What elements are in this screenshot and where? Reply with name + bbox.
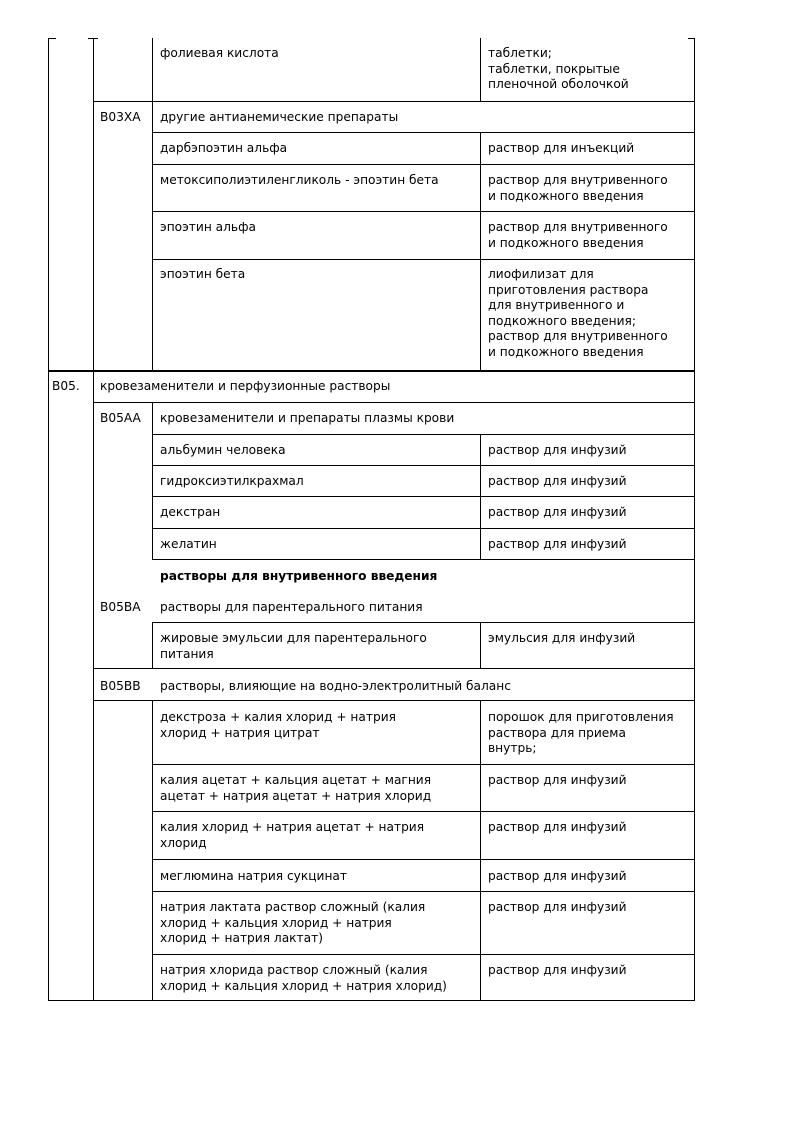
dosage-form: раствор для инфузий: [488, 537, 627, 551]
drug-name: калия ацетат + кальция ацетат + магния ацетат + натрия ацетат + натрия хлорид: [160, 773, 432, 803]
dosage-form: эмульсия для инфузий: [488, 631, 636, 645]
dosage-form: порошок для приготовления раствора для приема внутрь;: [488, 710, 674, 755]
group-name: растворы, влияющие на водно-электролитный баланс: [160, 679, 511, 693]
dosage-form: лиофилизат для приготовления раствора для внутривенного и подкожного введения; раствор для внутривенного и подкожного введения: [488, 267, 668, 359]
dosage-form: раствор для внутривенного и подкожного введения: [488, 220, 668, 250]
atc-code: B05AA: [100, 411, 141, 425]
drug-name: эпоэтин альфа: [160, 220, 256, 234]
dosage-form: таблетки; таблетки, покрытые пленочной оболочкой: [488, 46, 629, 91]
drug-name: метоксиполиэтиленгликоль - эпоэтин бета: [160, 173, 439, 187]
drug-name: дарбэпоэтин альфа: [160, 141, 288, 155]
atc-code: B05.: [52, 379, 80, 393]
group-name: кровезаменители и препараты плазмы крови: [160, 411, 455, 425]
atc-code: B05BB: [100, 679, 141, 693]
drug-name: натрия хлорида раствор сложный (калия хлорид + кальция хлорид + натрия хлорид): [160, 963, 447, 993]
drug-name: жировые эмульсии для парентерального питания: [160, 631, 427, 661]
drug-name: меглюмина натрия сукцинат: [160, 869, 347, 883]
drug-name: калия хлорид + натрия ацетат + натрия хлорид: [160, 820, 425, 850]
drug-name: альбумин человека: [160, 443, 286, 457]
drug-name: желатин: [160, 537, 217, 551]
drug-name: гидроксиэтилкрахмал: [160, 474, 304, 488]
section-heading: растворы для внутривенного введения: [160, 569, 438, 583]
dosage-form: раствор для инъекций: [488, 141, 635, 155]
dosage-form: раствор для инфузий: [488, 869, 627, 883]
dosage-form: раствор для инфузий: [488, 963, 627, 977]
dosage-form: раствор для инфузий: [488, 443, 627, 457]
group-name: кровезаменители и перфузионные растворы: [100, 379, 391, 393]
atc-code: B03XA: [100, 110, 141, 124]
drug-name: фолиевая кислота: [160, 46, 279, 60]
dosage-form: раствор для инфузий: [488, 474, 627, 488]
drug-name: эпоэтин бета: [160, 267, 246, 281]
group-name: растворы для парентерального питания: [160, 600, 423, 614]
dosage-form: раствор для внутривенного и подкожного введения: [488, 173, 668, 203]
drug-name: декстроза + калия хлорид + натрия хлорид + натрия цитрат: [160, 710, 396, 740]
dosage-form: раствор для инфузий: [488, 820, 627, 834]
atc-code: B05BA: [100, 600, 141, 614]
group-name: другие антианемические препараты: [160, 110, 399, 124]
dosage-form: раствор для инфузий: [488, 900, 627, 914]
dosage-form: раствор для инфузий: [488, 773, 627, 787]
drug-name: декстран: [160, 505, 221, 519]
drug-name: натрия лактата раствор сложный (калия хлорид + кальция хлорид + натрия хлорид + натрия лактат): [160, 900, 426, 945]
dosage-form: раствор для инфузий: [488, 505, 627, 519]
